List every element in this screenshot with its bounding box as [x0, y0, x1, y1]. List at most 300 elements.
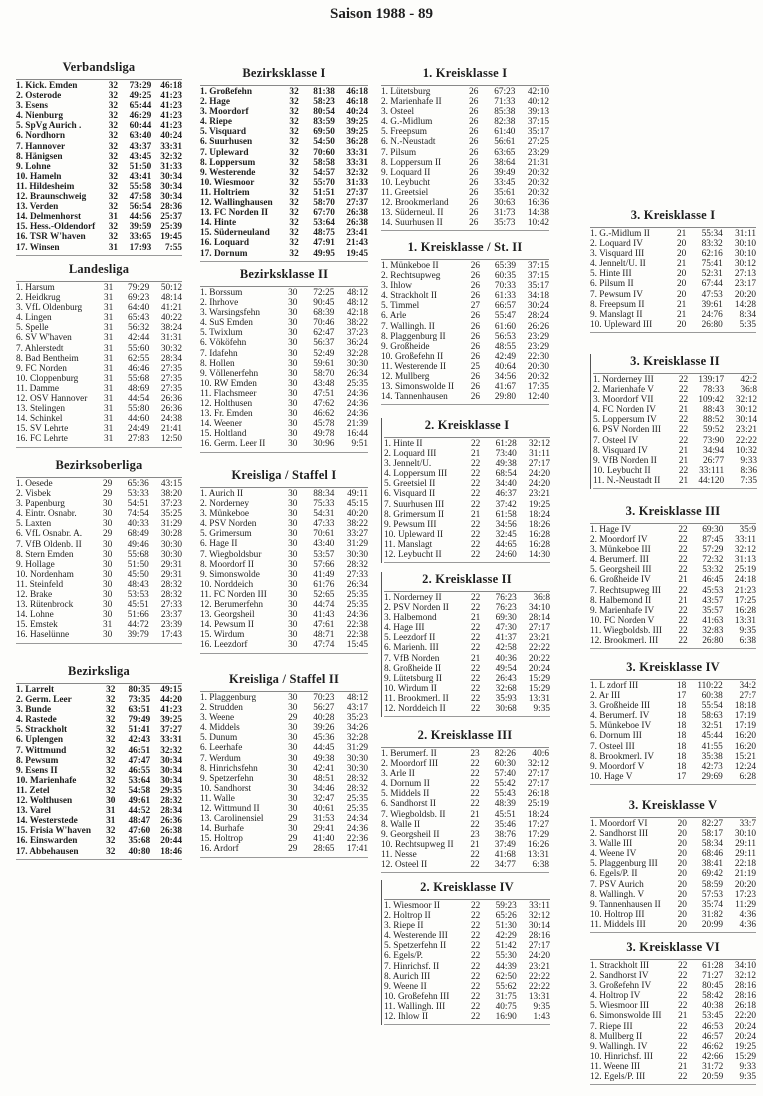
goal-ratio: 55:80: [128, 404, 150, 415]
goal-ratio: 35:61: [494, 187, 516, 198]
table-row: [384, 469, 550, 479]
games-played: 32: [289, 87, 299, 97]
goal-ratio: 47:53: [701, 289, 723, 300]
team-name: 12. Brookmerland: [381, 198, 449, 209]
goal-ratio: 35:68: [128, 836, 151, 847]
standings-table: [593, 375, 757, 486]
games-played: 30: [288, 589, 298, 600]
points: 37:15: [527, 261, 549, 271]
team-name: 2. Osterode: [16, 91, 62, 102]
goal-ratio: 68:54: [495, 469, 517, 480]
table-row: [590, 626, 756, 636]
divider: [200, 691, 368, 692]
games-played: 31: [108, 212, 119, 223]
goal-ratio: 45:51: [494, 809, 516, 820]
goal-ratio: 69:42: [701, 869, 724, 880]
goal-ratio: 43:37: [129, 141, 152, 152]
goal-ratio: 59:61: [313, 358, 335, 369]
games-played: 22: [678, 525, 688, 535]
table-row: [200, 298, 368, 308]
team-name: 11. Weene III: [590, 1061, 641, 1072]
points: 45:15: [346, 499, 368, 510]
games-played: 30: [288, 753, 298, 764]
points: 26:38: [346, 208, 368, 219]
team-name: 16. Loquard: [200, 238, 250, 249]
team-name: 5. Middels II: [381, 789, 430, 800]
games-played: 30: [288, 600, 298, 611]
divider: [590, 648, 756, 649]
table-row: [381, 97, 549, 107]
points: 28:16: [734, 981, 756, 992]
points: 22:30: [527, 351, 549, 362]
team-name: 11. Westerende II: [381, 361, 447, 372]
games-played: 22: [471, 971, 481, 982]
points: 22:22: [735, 435, 757, 446]
table-row: [381, 769, 549, 779]
games-played: 32: [289, 238, 299, 249]
goal-ratio: 44:52: [128, 806, 151, 817]
team-name: 2. Heidkrug: [16, 293, 61, 304]
points: 27:17: [528, 941, 550, 952]
games-played: 22: [471, 529, 481, 540]
points: 31:31: [160, 333, 182, 344]
games-played: 32: [108, 141, 119, 152]
points: 40:6: [532, 749, 549, 759]
games-played: 20: [677, 289, 687, 300]
goal-ratio: 57:66: [313, 559, 335, 570]
goal-ratio: 110:22: [697, 681, 723, 691]
table-row: [16, 434, 182, 444]
games-played: 30: [288, 569, 298, 580]
points: 23:21: [528, 633, 550, 644]
goal-ratio: 83:32: [701, 239, 723, 250]
games-played: 26: [470, 341, 480, 352]
table-row: [381, 137, 549, 147]
points: 50:12: [160, 283, 182, 293]
points: 6:28: [739, 771, 756, 782]
games-played: 30: [103, 509, 113, 520]
league-table: [381, 66, 549, 231]
table-row: [384, 951, 550, 961]
points: 41:23: [160, 91, 182, 102]
team-name: 11. Holtriem: [200, 187, 250, 198]
goal-ratio: 60:44: [129, 121, 152, 132]
divider: [590, 679, 756, 680]
goal-ratio: 46:57: [702, 1031, 724, 1042]
goal-ratio: 51:30: [495, 921, 517, 932]
table-row: [384, 901, 550, 911]
league-title: Verbandsliga: [62, 60, 136, 74]
team-name: 7. Hinrichsf. II: [384, 961, 440, 972]
table-row: [16, 519, 182, 529]
games-played: 20: [677, 859, 687, 870]
goal-ratio: 42:66: [702, 1051, 724, 1062]
standings-table: [381, 749, 549, 870]
divider: [381, 85, 549, 86]
points: 38:22: [346, 519, 368, 530]
team-name: 15. Holtrop: [200, 834, 243, 845]
team-name: 5. Plaggenburg III: [590, 859, 658, 870]
team-name: 1. Wiesmoor II: [384, 901, 440, 911]
team-name: 1. L zdorf III: [590, 681, 639, 691]
games-played: 20: [677, 839, 687, 850]
table-row: [16, 394, 182, 404]
games-played: 32: [289, 137, 299, 148]
goal-ratio: 65:44: [129, 101, 152, 112]
points: 33:11: [735, 535, 756, 546]
table-row: [200, 499, 368, 509]
games-played: 32: [289, 147, 299, 158]
team-name: 8. Walle II: [381, 819, 421, 830]
goal-ratio: 49:25: [129, 91, 152, 102]
standings-table: [200, 87, 368, 259]
games-played: 30: [103, 539, 113, 550]
table-row: [16, 766, 182, 776]
games-played: 30: [288, 509, 298, 520]
table-row: [16, 111, 182, 121]
divider: [590, 784, 756, 785]
team-name: 1. Larrelt: [16, 685, 55, 695]
table-row: [590, 1062, 756, 1072]
goal-ratio: 70:61: [313, 529, 335, 540]
table-row: [200, 754, 368, 764]
table-row: [16, 91, 182, 101]
points: 13:31: [528, 693, 550, 704]
games-played: 26: [469, 137, 479, 148]
table-row: [16, 529, 182, 539]
league-table: [16, 262, 182, 448]
points: 32:12: [734, 545, 756, 556]
games-played: 21: [678, 1011, 688, 1022]
games-played: 31: [103, 343, 114, 354]
games-played: 21: [678, 475, 689, 486]
games-played: 22: [470, 799, 480, 810]
games-played: 23: [470, 749, 480, 759]
games-played: 22: [471, 981, 481, 992]
table-row: [200, 703, 368, 713]
goal-ratio: 61:28: [495, 439, 517, 449]
goal-ratio: 71:33: [494, 97, 516, 108]
points: 37:23: [160, 499, 182, 510]
team-name: 5. Strackholt: [16, 725, 68, 736]
table-row: [590, 1022, 756, 1032]
games-played: 30: [103, 569, 113, 580]
table-row: [200, 168, 368, 178]
games-played: 26: [469, 127, 479, 138]
team-name: 16. Haselünne: [16, 630, 70, 641]
points: 9:35: [533, 704, 550, 715]
team-name: 1. Berumerf. II: [381, 749, 437, 759]
games-played: 21: [678, 405, 689, 416]
team-name: 10. Großefehn II: [381, 351, 444, 362]
games-played: 30: [103, 579, 113, 590]
goal-ratio: 63:65: [494, 147, 516, 158]
team-name: 7. Rechtsupweg III: [590, 585, 661, 596]
games-played: 22: [678, 636, 688, 647]
goal-ratio: 56:37: [313, 338, 335, 349]
table-row: [16, 172, 182, 182]
points: 39:25: [160, 715, 182, 726]
points: 38:24: [160, 323, 182, 334]
team-name: 15. Emstek: [16, 620, 58, 631]
team-name: 6. Arle: [381, 311, 407, 322]
games-played: 32: [108, 232, 119, 243]
table-row: [593, 456, 757, 466]
table-row: [590, 869, 756, 879]
games-played: 32: [289, 208, 299, 219]
points: 9:35: [739, 1072, 756, 1083]
team-name: 4. Holtrop IV: [590, 991, 641, 1002]
points: 39:13: [527, 107, 549, 118]
games-played: 32: [289, 187, 299, 198]
points: 18:24: [528, 509, 550, 520]
goal-ratio: 41:63: [702, 615, 724, 626]
team-name: 2. Strudden: [200, 703, 243, 714]
goal-ratio: 57:53: [701, 889, 724, 900]
points: 11:29: [735, 899, 756, 910]
table-row: [200, 318, 368, 328]
games-played: 18: [677, 701, 687, 712]
games-played: 30: [288, 298, 298, 309]
table-row: [16, 101, 182, 111]
divider: [590, 227, 756, 228]
team-name: 12. Holthusen: [200, 399, 253, 410]
divider: [381, 872, 549, 873]
games-played: 22: [471, 499, 481, 510]
goal-ratio: 40:64: [494, 361, 517, 372]
table-row: [384, 500, 550, 510]
points: 15:21: [734, 751, 756, 762]
table-row: [384, 603, 550, 613]
games-played: 20: [677, 869, 687, 880]
games-played: 22: [471, 469, 481, 480]
table-row: [200, 148, 368, 158]
team-name: 11. Manslagt: [384, 539, 433, 550]
points: 8:36: [740, 465, 757, 476]
points: 16:20: [734, 731, 756, 742]
table-row: [593, 405, 757, 415]
team-name: 2. Hage: [200, 97, 230, 108]
divider: [200, 286, 368, 287]
table-row: [590, 691, 756, 701]
goal-ratio: 31:53: [313, 814, 335, 825]
games-played: 22: [471, 439, 481, 449]
table-row: [16, 600, 182, 610]
games-played: 30: [288, 529, 298, 540]
goal-ratio: 41:49: [313, 569, 335, 580]
table-row: [200, 693, 368, 703]
table-row: [384, 510, 550, 520]
points: 30:30: [346, 549, 368, 560]
games-played: 30: [288, 378, 298, 389]
points: 28:14: [528, 613, 550, 624]
goal-ratio: 55:43: [494, 789, 516, 800]
goal-ratio: 43:45: [129, 151, 152, 162]
goal-ratio: 42:43: [128, 735, 151, 746]
table-row: [16, 293, 182, 303]
team-name: 11. Wiegboldsb. III: [590, 625, 662, 636]
points: 27:25: [527, 137, 549, 148]
points: 24:36: [346, 610, 368, 621]
games-played: 30: [288, 640, 298, 651]
points: 27:37: [346, 198, 368, 209]
points: 28:34: [160, 806, 182, 817]
points: 16:28: [734, 605, 756, 616]
table-row: [381, 158, 549, 168]
games-played: 20: [677, 269, 687, 280]
table-row: [381, 291, 549, 301]
games-played: 30: [288, 368, 298, 379]
games-played: 21: [470, 809, 480, 820]
table-row: [590, 575, 756, 585]
games-played: 26: [470, 382, 480, 393]
games-played: 22: [678, 1072, 688, 1083]
goal-ratio: 39:79: [127, 630, 149, 641]
team-name: 9. Lohne: [16, 161, 51, 172]
team-name: 1. G.-Midlum II: [590, 229, 650, 239]
team-name: 13. Stelingen: [16, 404, 66, 415]
team-name: 7. Werdum: [200, 753, 241, 764]
team-name: 1. Plaggenburg: [200, 693, 257, 703]
table-row: [384, 1002, 550, 1012]
team-name: 4. FC Norden IV: [593, 405, 657, 416]
team-name: 11. Zetel: [16, 785, 50, 796]
divider: [200, 85, 368, 86]
table-row: [590, 819, 756, 829]
points: 41:23: [160, 101, 182, 112]
team-name: 3. Weene: [200, 713, 235, 724]
games-played: 32: [106, 705, 116, 716]
team-name: 10. Hage V: [590, 771, 633, 782]
league-title: 3. Kreisklasse VI: [626, 940, 720, 954]
divider: [593, 373, 757, 374]
team-name: 13. Rütenbrock: [16, 600, 74, 611]
goal-ratio: 30:63: [494, 198, 516, 209]
team-name: 12. Wittmund II: [200, 804, 260, 815]
table-row: [381, 322, 549, 332]
team-name: 11. Hildesheim: [16, 181, 75, 192]
points: 40:20: [346, 509, 368, 520]
team-name: 7. Suurhusen III: [384, 499, 445, 510]
goal-ratio: 53:64: [313, 218, 335, 229]
team-name: 9. Moordorf V: [590, 761, 645, 772]
games-played: 18: [677, 721, 687, 732]
table-row: [381, 352, 549, 362]
points: 6:38: [532, 860, 549, 871]
standings-table: [200, 693, 368, 855]
points: 26:36: [160, 394, 182, 405]
games-played: 22: [678, 395, 689, 406]
table-row: [200, 814, 368, 824]
league-title: Kreisliga / Staffel II: [228, 672, 340, 686]
standings-table: [384, 901, 550, 1022]
table-row: [381, 759, 549, 769]
points: 30:30: [346, 358, 368, 369]
points: 25:35: [346, 793, 368, 804]
points: 32:32: [160, 745, 182, 756]
team-name: 10. Großefehn III: [384, 991, 450, 1002]
table-row: [16, 630, 182, 640]
games-played: 30: [288, 348, 298, 359]
points: 4:36: [739, 909, 756, 920]
goal-ratio: 80:45: [702, 981, 724, 992]
table-row: [16, 81, 182, 91]
team-name: 11. Flachsmeer: [200, 388, 257, 399]
goal-ratio: 74:54: [127, 509, 149, 520]
table-row: [16, 847, 182, 857]
table-row: [200, 764, 368, 774]
goal-ratio: 51:41: [128, 725, 151, 736]
goal-ratio: 47:58: [129, 192, 152, 203]
goal-ratio: 88:43: [703, 405, 725, 416]
team-name: 6. Vököfehn: [200, 338, 247, 349]
goal-ratio: 80:54: [313, 107, 335, 118]
league-table: [200, 468, 368, 654]
games-played: 22: [678, 465, 689, 476]
games-played: 22: [678, 425, 689, 436]
divider: [16, 255, 182, 256]
goal-ratio: 63:51: [128, 705, 151, 716]
team-name: 9. Georgsheil II: [381, 829, 440, 840]
games-played: 26: [470, 311, 480, 322]
table-row: [590, 545, 756, 555]
games-played: 20: [677, 849, 687, 860]
points: 24:20: [528, 469, 550, 480]
divider: [590, 817, 756, 818]
goal-ratio: 33:45: [494, 177, 516, 188]
points: 39:25: [346, 127, 368, 138]
team-name: 7. VfB Oldenb. II: [16, 539, 82, 550]
points: 15:29: [528, 673, 550, 684]
goal-ratio: 61:40: [494, 127, 516, 138]
team-name: 8. Halbemond II: [590, 595, 652, 606]
games-played: 26: [470, 291, 480, 302]
divider: [200, 487, 368, 488]
points: 16:36: [527, 198, 549, 209]
goal-ratio: 49:54: [495, 663, 517, 674]
team-name: 5. Loppersum IV: [593, 415, 657, 426]
team-name: 4. SuS Emden: [200, 318, 253, 329]
goal-ratio: 62:50: [495, 971, 517, 982]
games-played: 30: [288, 419, 298, 430]
table-row: [384, 520, 550, 530]
table-row: [590, 279, 756, 289]
points: 17:19: [734, 711, 756, 722]
table-row: [384, 489, 550, 499]
team-name: 12. Leybucht II: [384, 550, 442, 561]
points: 26:36: [160, 404, 182, 415]
games-played: 31: [103, 363, 114, 374]
goal-ratio: 48:51: [313, 773, 335, 784]
team-name: 16. Ardorf: [200, 844, 239, 855]
goal-ratio: 52:49: [313, 348, 335, 359]
points: 22:36: [346, 834, 368, 845]
goal-ratio: 34:94: [703, 445, 725, 456]
games-played: 30: [288, 318, 298, 329]
points: 41:23: [160, 705, 182, 716]
games-played: 18: [677, 711, 687, 722]
games-played: 32: [289, 117, 299, 128]
points: 26:34: [346, 368, 368, 379]
team-name: 10. Nordenham: [16, 569, 74, 580]
team-name: 12. Norddeich II: [384, 704, 446, 715]
team-name: 10. Sandhorst: [200, 783, 252, 794]
divider: [381, 259, 549, 260]
games-played: 30: [288, 723, 298, 734]
table-row: [381, 168, 549, 178]
games-played: 30: [288, 308, 298, 319]
league-title: Bezirksoberliga: [55, 458, 143, 472]
